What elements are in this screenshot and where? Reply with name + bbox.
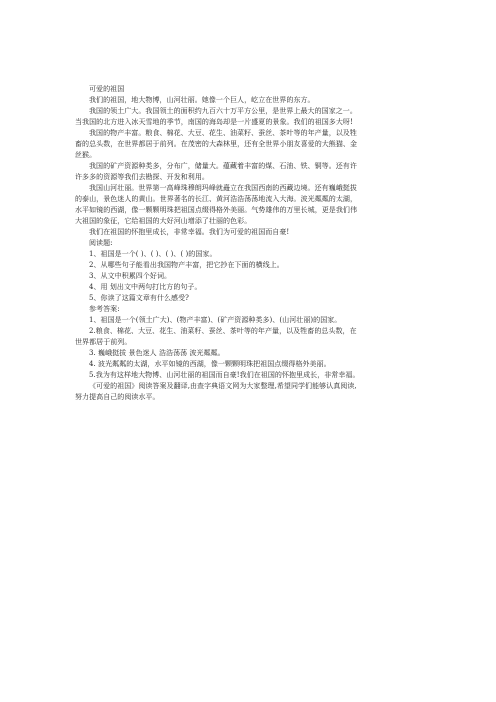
text-line: 我国的矿产资源种类多，分布广，储量大。蕴藏着丰富的煤、石油、铁、铜等。还有许 — [89, 162, 357, 170]
document-title: 可爱的祖国 — [89, 85, 125, 93]
text-line: 4. 波光粼粼的太湖，水平如镜的西湖，像一颗颗明珠把祖国点缀得格外美丽。 — [89, 360, 331, 368]
text-line: 世界都居于前列。 — [75, 338, 132, 346]
text-line: 水平如镜的西湖，像一颗颗明珠把祖国点缀得格外美丽。气势雄伟的万里长城，更是我们伟 — [75, 206, 357, 214]
text-line: 我国的物产丰富。粮食、棉花、大豆、花生、油菜籽、蚕丝、茶叶等的年产量，以及牲 — [89, 129, 357, 137]
text-line: 大祖国的象征，它给祖国的大好河山增添了壮丽的色彩。 — [75, 217, 252, 225]
text-line: 我国的领土广大。我国领土的面积约九百六十万平方公里，是世界上最大的国家之一。 — [89, 107, 357, 115]
text-line: 阅读题: — [89, 239, 113, 247]
text-line: 努力提高自己的阅读水平。 — [75, 393, 160, 401]
text-line: 丝猴。 — [75, 151, 97, 159]
text-line: 参考答案: — [89, 305, 120, 313]
text-line: 许多多的资源等我们去勘探、开发和利用。 — [75, 173, 209, 181]
text-line: 2、从哪些句子能看出我国物产丰富，把它抄在下面的横线上。 — [89, 261, 284, 269]
text-line: 我国山河壮丽。世界第一高峰珠穆朗玛峰就矗立在我国西南的西藏边境。还有巍峨挺拔 — [89, 184, 357, 192]
text-line: 3、从文中积累四个好词。 — [89, 272, 172, 280]
paragraph-list — [75, 95, 423, 403]
text-line: 的泰山，景色迷人的黄山。世界著名的长江、黄河浩浩荡荡地流入大海。波光粼粼的太湖， — [75, 195, 357, 203]
text-line: 当我国的北方进入冰天雪地的季节，南国的海岛却是一片盛夏的景象。我们的祖国多大呀! — [75, 118, 353, 126]
text-line: 2.粮食、棉花、大豆、花生、油菜籽、蚕丝、茶叶等的年产量，以及牲畜的总头数，在 — [89, 327, 357, 335]
text-line: 我们的祖国，地大物博，山河壮丽。她像一个巨人，屹立在世界的东方。 — [89, 96, 315, 104]
text-line: 《可爱的祖国》阅读答案及翻译,由查字典语文网为大家整理,希望同学们能够认真阅读, — [89, 382, 357, 390]
document-body — [75, 84, 423, 403]
text-line: 5、你读了这篇文章有什么感受? — [89, 294, 189, 302]
text-line: 4、用 划出文中两句打比方的句子。 — [89, 283, 202, 291]
text-line: 畜的总头数，在世界都居于前列。在茂密的大森林里，还有全世界小朋友喜爱的大熊猫、金 — [75, 140, 357, 148]
text-line: 我们在祖国的怀抱里成长，非常幸福。我们为可爱的祖国而自豪! — [89, 228, 290, 236]
text-line: 3. 巍峨挺拔 景色迷人 浩浩荡荡 波光粼粼。 — [89, 349, 225, 357]
text-line: 5.我为有这样地大物博、山河壮丽的祖国而自豪!我们在祖国的怀抱里成长，非常幸福。 — [89, 371, 360, 379]
text-line: 1、祖国是一个(领土广大)、(物产丰富)、(矿产资源种类多)、(山河壮丽)的国家。 — [89, 316, 342, 324]
text-line: 1、祖国是一个( )、( )、( )、( )的国家。 — [89, 250, 217, 258]
